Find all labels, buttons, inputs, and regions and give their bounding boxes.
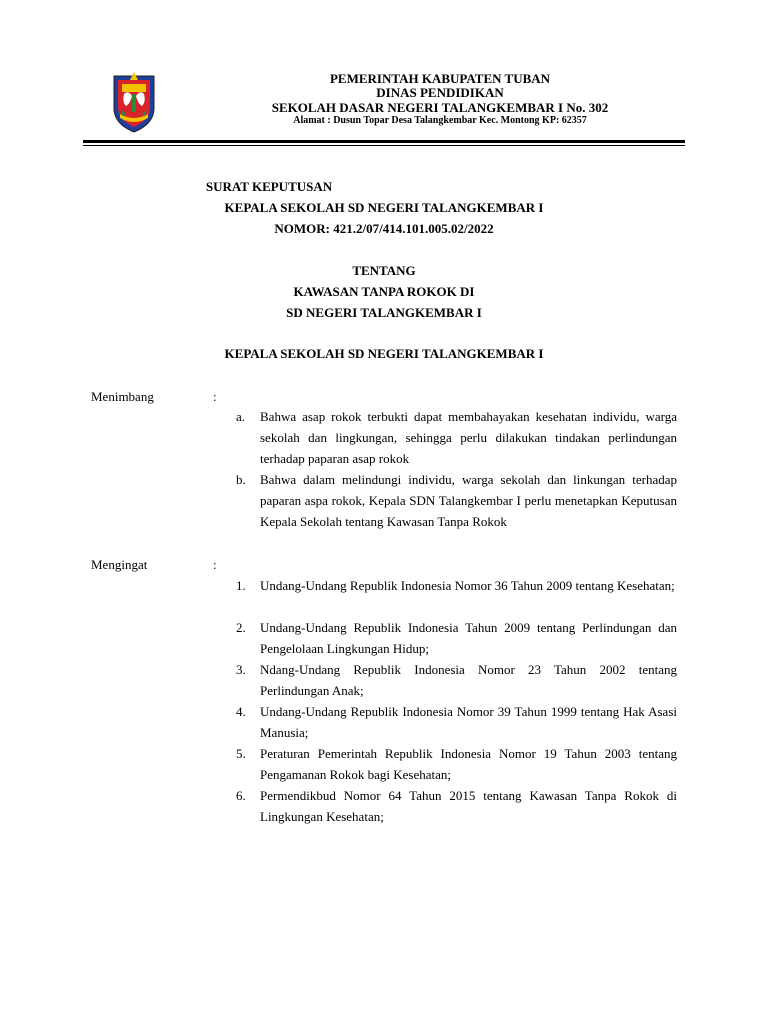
- list-marker: 5.: [236, 746, 246, 761]
- letterhead-office: DINAS PENDIDIKAN: [376, 85, 504, 100]
- list-item: [236, 469, 677, 532]
- letterhead-address: Alamat : Dusun Topar Desa Talangkembar Kec. Montong KP: 62357: [293, 115, 587, 126]
- list-text: Undang-Undang Republik Indonesia Nomor 36 Tahun 2009 tentang Kesehatan;: [260, 578, 675, 593]
- decree-subject-line2: SD NEGERI TALANGKEMBAR I: [286, 305, 482, 320]
- list-item: [236, 743, 677, 785]
- menimbang-colon: :: [213, 389, 217, 404]
- list-item: [236, 785, 677, 827]
- list-text: Permendikbud Nomor 64 Tahun 2015 tentang Kawasan Tanpa Rokok di Lingkungan Kesehatan;: [260, 788, 677, 824]
- list-text: Bahwa asap rokok terbukti dapat membahayakan kesehatan individu, warga sekolah dan lingkungan, sehingga perlu dilakukan tindakan perlindungan terhadap paparan asap rokok: [260, 409, 677, 466]
- list-item: [236, 659, 677, 701]
- decree-number: NOMOR: 421.2/07/414.101.005.02/2022: [274, 221, 494, 236]
- list-marker: 2.: [236, 620, 246, 635]
- decree-subject-line1: KAWASAN TANPA ROKOK DI: [293, 284, 475, 299]
- list-text: Undang-Undang Republik Indonesia Nomor 39 Tahun 1999 tentang Hak Asasi Manusia;: [260, 704, 677, 740]
- list-marker: b.: [236, 472, 246, 487]
- list-item: [236, 575, 677, 596]
- letterhead-government: PEMERINTAH KABUPATEN TUBAN: [329, 71, 551, 86]
- list-text: Peraturan Pemerintah Republik Indonesia Nomor 19 Tahun 2003 tentang Pengamanan Rokok bagi Kesehatan;: [260, 746, 677, 782]
- list-marker: 1.: [236, 578, 246, 593]
- mengingat-label: Mengingat: [91, 557, 148, 572]
- mengingat-colon: :: [213, 557, 217, 572]
- letterhead-divider-thin: [83, 145, 685, 146]
- decree-issuer: KEPALA SEKOLAH SD NEGERI TALANGKEMBAR I: [224, 346, 544, 361]
- menimbang-label: Menimbang: [91, 389, 154, 404]
- decree-issuer-heading: KEPALA SEKOLAH SD NEGERI TALANGKEMBAR I: [224, 200, 544, 215]
- letterhead-school: SEKOLAH DASAR NEGERI TALANGKEMBAR I No. 302: [271, 100, 609, 115]
- list-text: Bahwa dalam melindungi individu, warga sekolah dan linkungan terhadap paparan aspa rokok, Kepala SDN Talangkembar I perlu menetapkan Keputusan Kepala Sekolah tentang Kawasan Tanpa Rokok: [260, 472, 677, 529]
- list-text: Ndang-Undang Republik Indonesia Nomor 23 Tahun 2002 tentang Perlindungan Anak;: [260, 662, 677, 698]
- list-item: [236, 701, 677, 743]
- list-marker: a.: [236, 409, 246, 424]
- list-item: [236, 617, 677, 659]
- list-item: [236, 406, 677, 469]
- list-marker: 6.: [236, 788, 246, 803]
- letterhead-divider-thick: [83, 140, 685, 143]
- list-marker: 3.: [236, 662, 246, 677]
- decree-title: SURAT KEPUTUSAN: [205, 179, 333, 194]
- decree-about: TENTANG: [352, 263, 416, 278]
- tuban-regency-crest-icon: [110, 70, 158, 134]
- list-text: Undang-Undang Republik Indonesia Tahun 2009 tentang Perlindungan dan Pengelolaan Lingkungan Hidup;: [260, 620, 677, 656]
- list-marker: 4.: [236, 704, 246, 719]
